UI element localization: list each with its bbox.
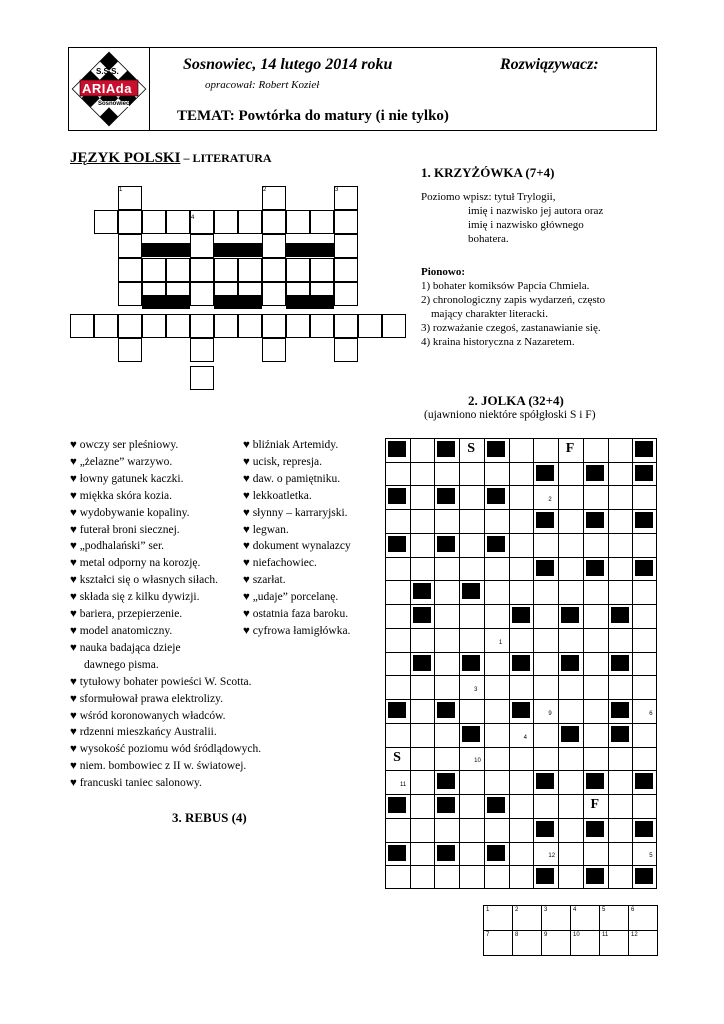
jolka-col-line	[484, 438, 485, 889]
date-line: Sosnowiec, 14 lutego 2014 roku	[183, 56, 393, 73]
crossword-black-bar	[214, 243, 262, 257]
crossword-cell[interactable]	[262, 258, 286, 282]
down-clue: 4) kraina historyczna z Nazaretem.	[421, 336, 575, 348]
crossword-cell[interactable]	[190, 314, 214, 338]
clue-item: ♥ wśród koronowanych władców.	[70, 709, 226, 722]
clue-item: ♥ „udaje” porcelanę.	[243, 591, 339, 604]
crossword-black-bar	[286, 243, 334, 257]
across-line: bohatera.	[468, 233, 509, 245]
clue-item: ♥ bliźniak Artemidy.	[243, 439, 339, 451]
down-clue: 2) chronologiczny zapis wydarzeń, często	[421, 294, 606, 306]
jolka-number: 9	[548, 710, 552, 717]
jolka-black-cell	[586, 821, 604, 837]
crossword-cell[interactable]	[238, 314, 262, 338]
jolka-title: 2. JOLKA (32+4)	[468, 393, 564, 408]
jolka-black-cell	[487, 845, 505, 861]
jolka-number: 8	[424, 592, 429, 599]
jolka-black-cell	[635, 868, 653, 884]
jolka-col-line	[410, 438, 411, 889]
jolka-number: 4	[523, 734, 527, 741]
crossword-cell[interactable]	[238, 210, 262, 234]
jolka-black-cell	[388, 441, 406, 457]
jolka-black-cell	[635, 773, 653, 789]
jolka-black-cell	[611, 726, 629, 742]
jolka-black-cell	[413, 655, 431, 671]
clue-item: ♥ sformułował prawa elektrolizy.	[70, 692, 223, 705]
crossword-cell[interactable]	[334, 234, 358, 258]
crossword-cell[interactable]	[118, 338, 142, 362]
crossword-cell[interactable]	[262, 314, 286, 338]
answer-cell[interactable]: 9	[542, 931, 571, 956]
clue-item: ♥ lekkoatletka.	[243, 489, 312, 502]
clue-item: ♥ niem. bombowiec z II w. światowej.	[70, 760, 247, 773]
crossword-cell[interactable]	[142, 314, 166, 338]
crossword-cell[interactable]	[166, 258, 190, 282]
crossword-cell[interactable]	[118, 258, 142, 282]
jolka-black-cell	[413, 607, 431, 623]
jolka-row-line	[385, 770, 657, 771]
crossword-cell[interactable]	[190, 210, 214, 234]
clue-item: ♥ model anatomiczny.	[70, 624, 173, 637]
clue-item: ♥ cyfrowa łamigłówka.	[243, 624, 351, 637]
clue-item: ♥ nauka badająca dzieje	[70, 641, 181, 654]
jolka-black-cell	[487, 441, 505, 457]
jolka-black-cell	[437, 773, 455, 789]
crossword-cell[interactable]	[262, 210, 286, 234]
clue-item: ♥ „podhalański” ser.	[70, 540, 165, 553]
down-title: Pionowo:	[421, 266, 465, 278]
answer-cell[interactable]: 8	[513, 931, 542, 956]
clue-item: ♥ łowny gatunek kaczki.	[70, 472, 184, 485]
jolka-black-cell	[437, 845, 455, 861]
crossword-cell[interactable]	[142, 258, 166, 282]
crossword-cell[interactable]	[262, 234, 286, 258]
jolka-black-cell	[611, 702, 629, 718]
down-clue: 1) bohater komiksów Papcia Chmiela.	[421, 280, 590, 292]
jolka-row-line	[385, 580, 657, 581]
jolka-black-cell	[462, 583, 480, 599]
clue-item: ♥ kształci się o własnych siłach.	[70, 574, 218, 587]
crossword-cell[interactable]	[214, 258, 238, 282]
crossword-number: 3	[335, 187, 339, 193]
jolka-black-cell	[437, 441, 455, 457]
jolka-number: 6	[649, 710, 653, 717]
answer-cell[interactable]: 2	[513, 906, 542, 931]
jolka-black-cell	[611, 607, 629, 623]
jolka-col-line	[608, 438, 609, 889]
jolka-number: 2	[548, 497, 552, 504]
jolka-number: 5	[649, 853, 653, 860]
clue-item: ♥ owczy ser pleśniowy.	[70, 439, 179, 451]
logo	[68, 47, 150, 131]
answer-grid	[483, 905, 658, 956]
crossword-across-clues	[421, 190, 651, 246]
answer-cell[interactable]: 7	[484, 931, 513, 956]
jolka-col-line	[558, 438, 559, 889]
crossword-cell[interactable]	[262, 282, 286, 306]
clue-list-left	[70, 437, 261, 792]
crossword-cell[interactable]	[238, 258, 262, 282]
jolka-row-line	[385, 628, 657, 629]
topic-line: TEMAT: Powtórka do matury (i nie tylko)	[177, 108, 449, 124]
crossword-cell[interactable]	[334, 258, 358, 282]
jolka-row-line	[385, 509, 657, 510]
across-line: imię i nazwisko jej autora oraz	[468, 205, 604, 217]
clue-item: ♥ wysokość poziomu wód śródlądowych.	[70, 743, 262, 756]
crossword-cell[interactable]	[166, 210, 190, 234]
jolka-row-line	[385, 533, 657, 534]
jolka-number: 10	[474, 758, 481, 765]
across-line: imię i nazwisko głównego	[468, 219, 584, 231]
crossword-cell[interactable]	[286, 258, 310, 282]
jolka-black-cell	[586, 512, 604, 528]
clue-item: ♥ „żelazne” warzywo.	[70, 455, 173, 468]
clue-item: ♥ daw. o pamiętniku.	[243, 472, 341, 485]
down-clue: mający charakter literacki.	[431, 308, 548, 320]
crossword-title: 1. KRZYŻÓWKA (7+4)	[421, 165, 555, 180]
jolka-black-cell	[388, 702, 406, 718]
crossword-cell[interactable]	[334, 210, 358, 234]
clue-item: ♥ składa się z kilku dywizji.	[70, 591, 200, 604]
answer-cell[interactable]: 11	[600, 931, 629, 956]
answer-cell[interactable]: 10	[571, 931, 600, 956]
clue-item: ♥ bariera, przepierzenie.	[70, 608, 183, 621]
jolka-black-cell	[586, 465, 604, 481]
crossword-cell[interactable]	[70, 314, 94, 338]
jolka-black-cell	[536, 868, 554, 884]
jolka-col-line	[434, 438, 435, 889]
clue-item: ♥ niefachowiec.	[243, 557, 317, 570]
jolka-black-cell	[635, 821, 653, 837]
section-title-main: JĘZYK POLSKI	[70, 150, 181, 166]
crossword-cell[interactable]	[310, 258, 334, 282]
jolka-row-line	[385, 462, 657, 463]
crossword-cell[interactable]	[118, 234, 142, 258]
jolka-black-cell	[512, 655, 530, 671]
crossword-cell[interactable]	[166, 314, 190, 338]
jolka-black-cell	[512, 702, 530, 718]
down-clue: 3) rozważanie czegoś, zastanawianie się.	[421, 322, 601, 334]
jolka-black-cell	[437, 536, 455, 552]
jolka-black-cell	[586, 560, 604, 576]
jolka-row-line	[385, 675, 657, 676]
answer-cell[interactable]: 6	[629, 906, 658, 931]
crossword-number: 1	[119, 187, 123, 193]
jolka-col-line	[632, 438, 633, 889]
crossword-cell[interactable]	[286, 314, 310, 338]
crossword-black-bar	[142, 243, 190, 257]
crossword-cell[interactable]	[118, 282, 142, 306]
jolka-black-cell	[536, 560, 554, 576]
answer-cell[interactable]: 3	[542, 906, 571, 931]
jolka-number: 7	[548, 473, 552, 480]
jolka-black-cell	[586, 868, 604, 884]
jolka-col-line	[459, 438, 460, 889]
jolka-number: 1	[498, 639, 503, 646]
jolka-black-cell	[487, 488, 505, 504]
clue-item: ♥ ucisk, represja.	[243, 455, 322, 468]
solver-label: Rozwiązywacz:	[500, 56, 599, 73]
jolka-black-cell	[437, 488, 455, 504]
jolka-black-cell	[635, 441, 653, 457]
jolka-col-line	[533, 438, 534, 889]
logo-top-text: S.S.S.	[96, 67, 119, 76]
crossword-cell[interactable]	[94, 210, 118, 234]
section-title	[70, 150, 272, 167]
jolka-revealed-letter: F	[565, 441, 575, 456]
crossword-number: 4	[191, 215, 195, 221]
crossword-cell[interactable]	[190, 282, 214, 306]
jolka-row-line	[385, 699, 657, 700]
answer-cell[interactable]: 4	[571, 906, 600, 931]
jolka-black-cell	[437, 797, 455, 813]
crossword-cell[interactable]	[118, 314, 142, 338]
author-line: opracował: Robert Kozieł	[205, 79, 320, 91]
rebus-title: 3. REBUS (4)	[172, 810, 247, 825]
jolka-row-line	[385, 652, 657, 653]
crossword-cell[interactable]	[310, 314, 334, 338]
crossword-cell[interactable]	[142, 210, 166, 234]
jolka-black-cell	[388, 536, 406, 552]
crossword-cell[interactable]	[358, 314, 382, 338]
crossword-cell[interactable]	[262, 338, 286, 362]
crossword-cell[interactable]	[214, 210, 238, 234]
crossword-cell[interactable]	[190, 338, 214, 362]
clue-list-right	[243, 437, 351, 640]
jolka-black-cell	[561, 655, 579, 671]
clue-item: ♥ wydobywanie kopaliny.	[70, 506, 190, 519]
jolka-black-cell	[388, 488, 406, 504]
jolka-number: 3	[474, 687, 478, 694]
jolka-number: 12	[548, 853, 556, 860]
jolka-black-cell	[487, 536, 505, 552]
crossword-cell[interactable]	[286, 210, 310, 234]
crossword-cell[interactable]	[118, 210, 142, 234]
logo-main-text: ARIAda	[82, 81, 132, 96]
jolka-black-cell	[561, 726, 579, 742]
jolka-revealed-letter: S	[467, 441, 476, 456]
crossword-black-bar	[214, 295, 262, 309]
answer-cell[interactable]: 1	[484, 906, 513, 931]
clue-item: ♥ rdzenni mieszkańcy Australii.	[70, 726, 217, 739]
across-line: Poziomo wpisz: tytuł Trylogii,	[421, 191, 556, 203]
crossword-cell[interactable]	[334, 338, 358, 362]
crossword-cell[interactable]	[382, 314, 406, 338]
crossword-down-clues	[421, 265, 661, 349]
jolka-row-line	[385, 842, 657, 843]
jolka-black-cell	[611, 655, 629, 671]
jolka-number: 11	[400, 782, 407, 789]
crossword-cell[interactable]	[190, 258, 214, 282]
clue-item: ♥ dokument wynalazcy	[243, 540, 351, 553]
crossword-black-bar	[286, 295, 334, 309]
clue-item: ♥ futerał broni siecznej.	[70, 523, 180, 536]
jolka-row-line	[385, 794, 657, 795]
logo-bottom-text: Sosnowiec	[98, 101, 130, 107]
jolka-black-cell	[437, 702, 455, 718]
jolka-row-line	[385, 865, 657, 866]
clue-item: ♥ ostatnia faza baroku.	[243, 608, 349, 621]
jolka-black-cell	[635, 465, 653, 481]
answer-cell[interactable]: 5	[600, 906, 629, 931]
crossword-cell[interactable]	[190, 234, 214, 258]
crossword-cell[interactable]	[94, 314, 118, 338]
jolka-black-cell	[512, 607, 530, 623]
crossword-cell[interactable]	[310, 210, 334, 234]
jolka-black-cell	[462, 726, 480, 742]
section-title-rest: – LITERATURA	[180, 151, 272, 165]
answer-cell[interactable]: 12	[629, 931, 658, 956]
answer-row	[484, 906, 658, 931]
clue-item: ♥ szarłat.	[243, 574, 286, 587]
jolka-black-cell	[536, 773, 554, 789]
jolka-row-line	[385, 747, 657, 748]
crossword-black-bar	[142, 295, 190, 309]
jolka-revealed-letter: S	[393, 749, 401, 765]
jolka-black-cell	[536, 512, 554, 528]
clue-item: ♥ tytułowy bohater powieści W. Scotta.	[70, 675, 252, 688]
jolka-black-cell	[462, 655, 480, 671]
crossword-cell[interactable]	[214, 314, 238, 338]
answer-row	[484, 931, 658, 956]
clue-item: ♥ słynny – karraryjski.	[243, 506, 348, 519]
jolka-black-cell	[635, 560, 653, 576]
jolka-black-cell	[487, 797, 505, 813]
jolka-black-cell	[388, 845, 406, 861]
jolka-col-line	[509, 438, 510, 889]
jolka-black-cell	[388, 797, 406, 813]
clue-item: ♥ metal odporny na korozję.	[70, 557, 201, 570]
clue-item: ♥ miękka skóra kozia.	[70, 489, 172, 502]
jolka-black-cell	[635, 512, 653, 528]
crossword-cell[interactable]	[190, 366, 214, 390]
clue-item: ♥ francuski taniec salonowy.	[70, 777, 202, 790]
clue-item: dawnego pisma.	[84, 658, 159, 671]
clue-item: ♥ legwan.	[243, 523, 289, 536]
jolka-row-line	[385, 485, 657, 486]
crossword-number: 2	[263, 187, 267, 193]
jolka-subtitle: (ujawniono niektóre spółgłoski S i F)	[424, 409, 596, 421]
jolka-black-cell	[561, 607, 579, 623]
jolka-col-line	[583, 438, 584, 889]
jolka-row-line	[385, 723, 657, 724]
jolka-row-line	[385, 557, 657, 558]
crossword-cell[interactable]	[334, 282, 358, 306]
jolka-row-line	[385, 818, 657, 819]
jolka-black-cell	[586, 773, 604, 789]
crossword-cell[interactable]	[334, 314, 358, 338]
jolka-black-cell	[536, 821, 554, 837]
jolka-revealed-letter: F	[590, 797, 600, 813]
jolka-row-line	[385, 604, 657, 605]
